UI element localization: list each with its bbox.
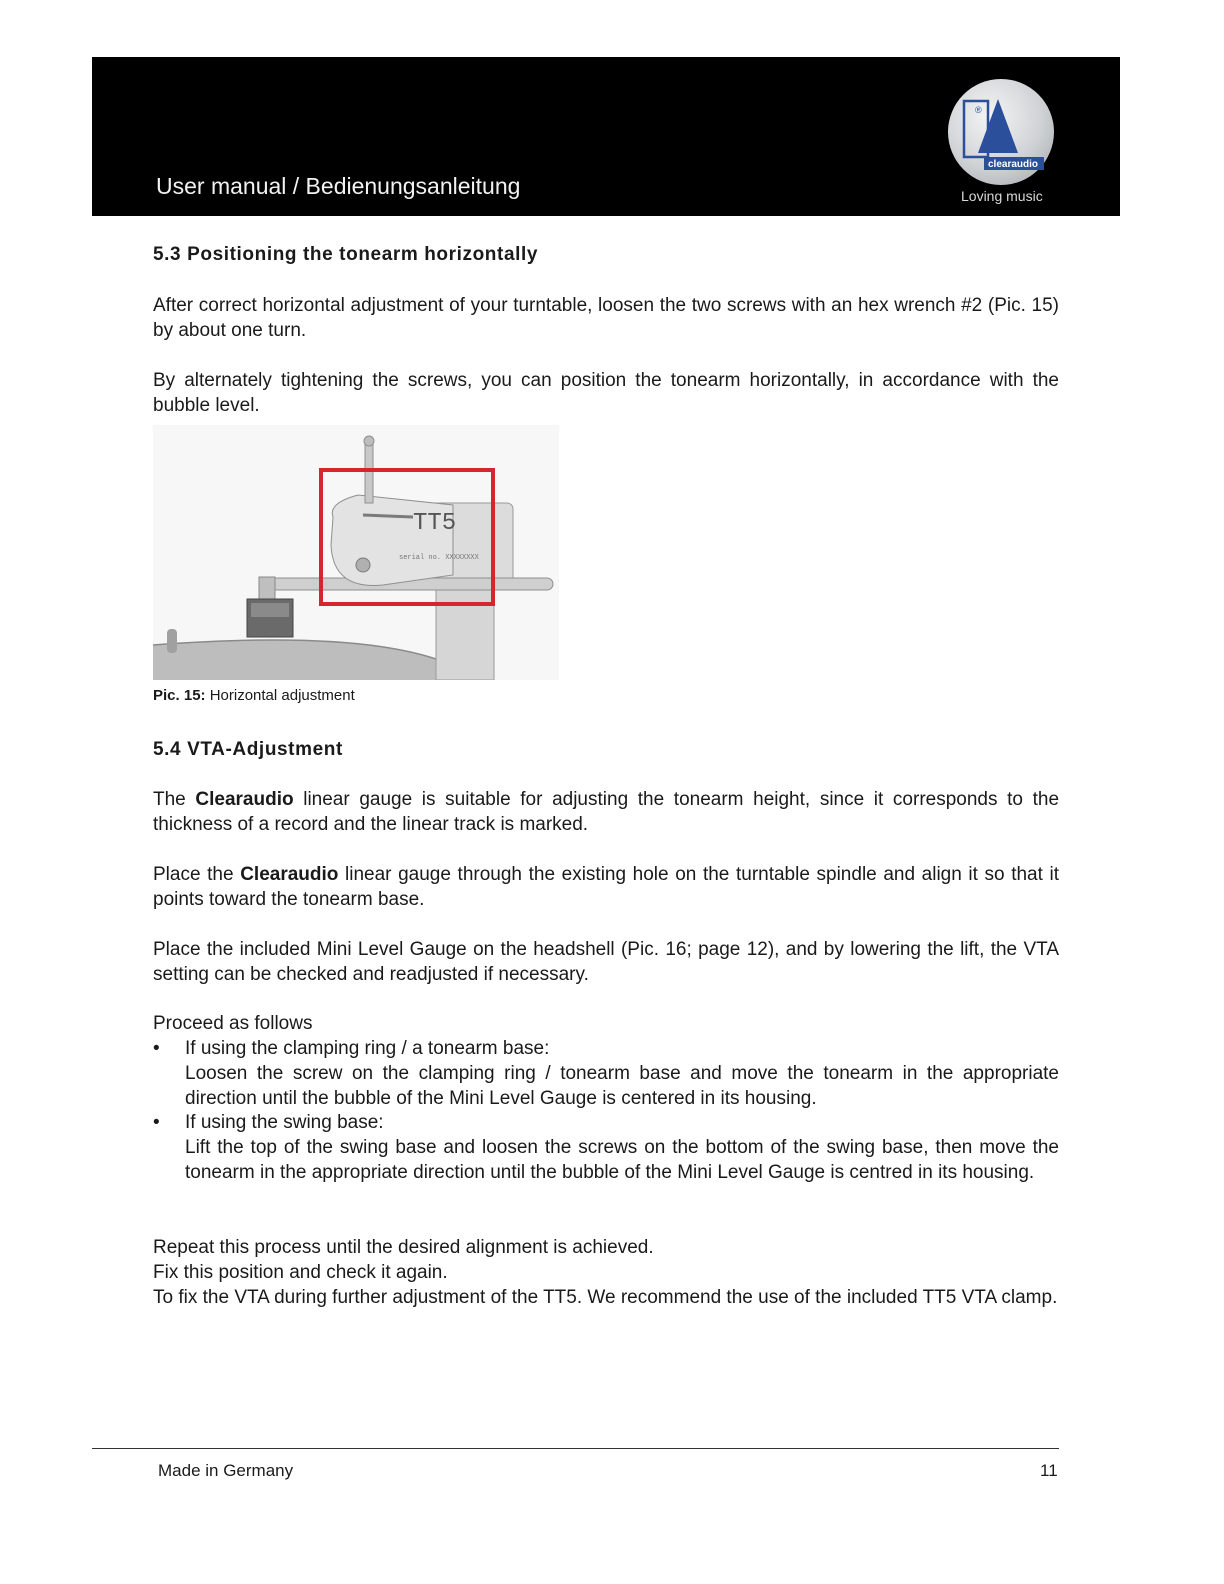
brand-name: Clearaudio bbox=[195, 789, 294, 810]
p1-post: linear gauge is suitable for adjusting the tonearm height, since it corresponds to the thickness of a record and the linear track is marked. bbox=[153, 789, 1060, 835]
caption-text: Horizontal adjustment bbox=[209, 687, 355, 704]
closing-repeat: Repeat this process until the desired alignment is achieved. bbox=[153, 1237, 654, 1258]
page-number: 11 bbox=[1040, 1461, 1058, 1480]
p2-pre: Place the bbox=[153, 864, 234, 885]
brand-name-2: Clearaudio bbox=[240, 864, 339, 885]
footer-made-in: Made in Germany bbox=[158, 1461, 294, 1480]
bullet-item-swing-base bbox=[185, 1110, 1059, 1185]
bullet1-title: If using the clamping ring / a tonearm base: bbox=[185, 1038, 550, 1059]
paragraph-loosen-screws: After correct horizontal adjustment of your turntable, loosen the two screws with an hex wrench #2 (Pic. 15) by about one turn. bbox=[153, 295, 1059, 341]
paragraph-alternate-tightening: By alternately tightening the screws, you can position the tonearm horizontally, in accordance with the bubble level. bbox=[153, 370, 1059, 416]
paragraph-mini-level-gauge: Place the included Mini Level Gauge on the headshell (Pic. 16; page 12), and by lowering the lift, the VTA setting can be checked and readjusted if necessary. bbox=[153, 939, 1059, 985]
figure-caption bbox=[153, 687, 355, 704]
p2-post: linear gauge through the existing hole on the turntable spindle and align it so that it points toward the tonearm base. bbox=[153, 864, 1060, 910]
p1-pre: The bbox=[153, 789, 186, 810]
bullet-item-clamping-ring bbox=[185, 1036, 1059, 1111]
tonearm-figure bbox=[153, 425, 559, 680]
page-header bbox=[92, 57, 1120, 216]
closing-fix: Fix this position and check it again. bbox=[153, 1262, 448, 1283]
bullet1-text: Loosen the screw on the clamping ring / tonearm base and move the tonearm in the appropriate direction until the bubble of the Mini Level Gauge is centered in its housing. bbox=[185, 1063, 1059, 1109]
bullet-marker-1: • bbox=[153, 1038, 160, 1059]
tonearm-illustration bbox=[153, 425, 559, 680]
closing-vta-clamp: To fix the VTA during further adjustment of the TT5. We recommend the use of the included TT5 VTA clamp. bbox=[153, 1287, 1058, 1308]
paragraph-linear-gauge bbox=[153, 787, 1059, 837]
clearaudio-logo bbox=[948, 79, 1054, 185]
model-label: TT5 bbox=[413, 510, 457, 537]
proceed-label: Proceed as follows bbox=[153, 1013, 313, 1034]
bullet-marker-2: • bbox=[153, 1112, 160, 1133]
logo-text: clearaudio bbox=[988, 159, 1039, 170]
logo-triangle-icon bbox=[948, 79, 1054, 185]
bullet2-title: If using the swing base: bbox=[185, 1112, 384, 1133]
logo-registered-mark: ® bbox=[975, 105, 982, 115]
section-heading-5-3: 5.3 Positioning the tonearm horizontally bbox=[153, 244, 539, 265]
header-title: User manual / Bedienungsanleitung bbox=[156, 173, 521, 199]
bullet2-text: Lift the top of the swing base and loosen the screws on the bottom of the swing base, then move the tonearm in the appropriate direction until the bubble of the Mini Level Gauge is centred in its housing. bbox=[185, 1137, 1059, 1183]
caption-label: Pic. 15: bbox=[153, 687, 206, 704]
header-tagline: Loving music bbox=[961, 188, 1043, 204]
paragraph-place-gauge bbox=[153, 862, 1059, 912]
footer-divider bbox=[92, 1448, 1059, 1449]
serial-label: serial no. XXXXXXXX bbox=[399, 554, 479, 562]
section-heading-5-4: 5.4 VTA-Adjustment bbox=[153, 739, 343, 760]
